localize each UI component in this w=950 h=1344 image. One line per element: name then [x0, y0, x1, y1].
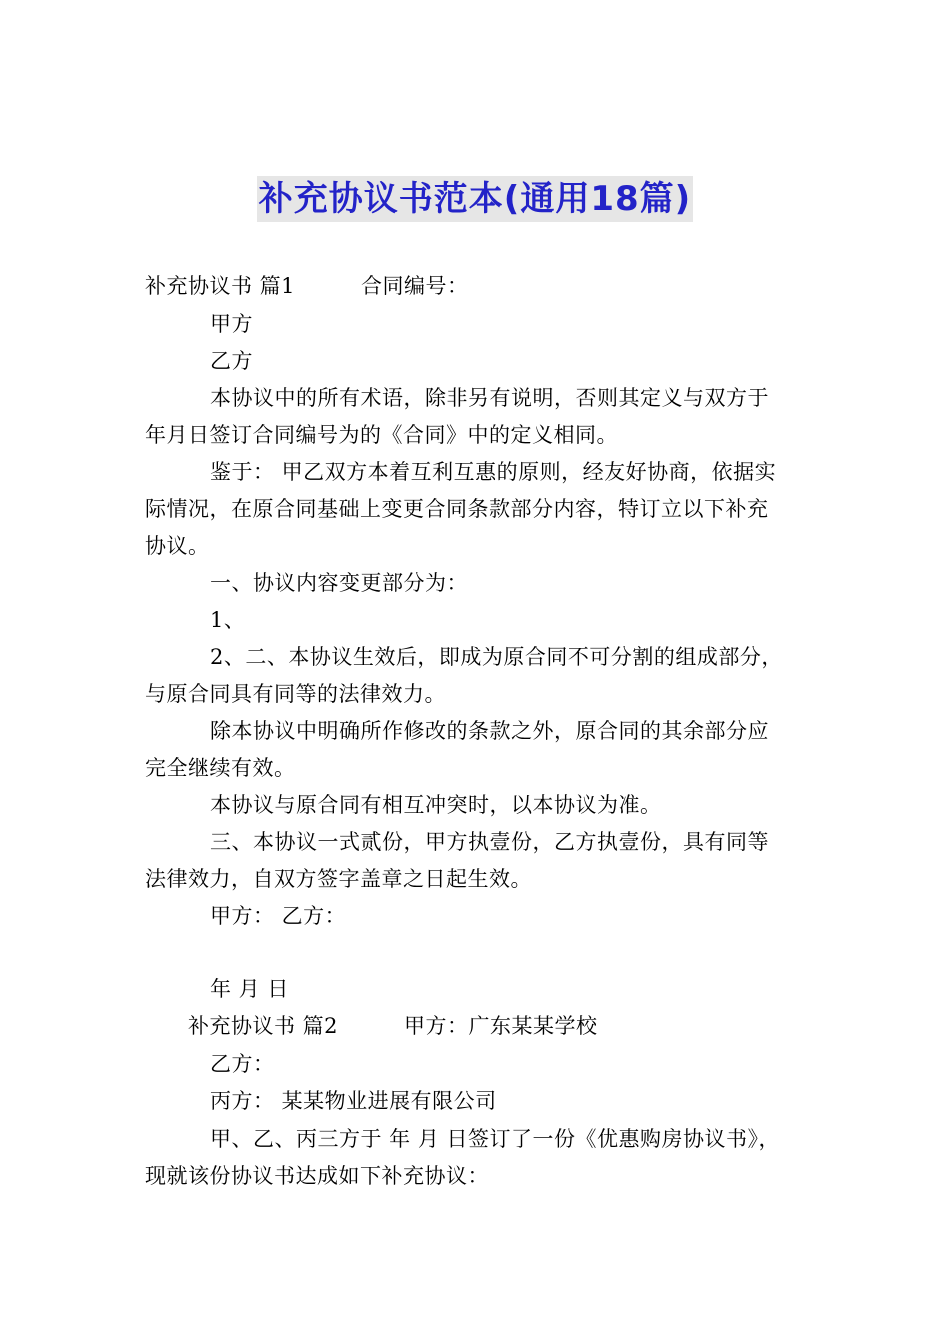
section-heading-2	[188, 1012, 598, 1040]
paragraph-line: 协议。	[145, 534, 210, 558]
document-title-wrap	[0, 176, 950, 222]
paragraph-line: 乙方	[210, 349, 253, 373]
paragraph-line: 法律效力，自双方签字盖章之日起生效。	[145, 867, 532, 891]
paragraph-line: 一、协议内容变更部分为：	[210, 571, 468, 595]
paragraph-line: 除本协议中明确所作修改的条款之外，原合同的其余部分应	[210, 719, 769, 743]
signature-parties-line: 甲方： 乙方：	[210, 904, 347, 928]
paragraph-line: 甲方	[210, 312, 253, 336]
date-line: 年 月 日	[210, 977, 289, 1001]
paragraph-line: 丙方： 某某物业进展有限公司	[210, 1089, 497, 1113]
party-a-label: 甲方：广东某某学校	[404, 1014, 598, 1038]
paragraph-line: 完全继续有效。	[145, 756, 296, 780]
paragraph-line: 甲、乙、丙三方于 年 月 日签订了一份《优惠购房协议书》，	[210, 1127, 781, 1151]
paragraph-line: 年月日签订合同编号为的《合同》中的定义相同。	[145, 423, 618, 447]
paragraph-line: 与原合同具有同等的法律效力。	[145, 682, 446, 706]
paragraph-line: 现就该份协议书达成如下补充协议：	[145, 1164, 489, 1188]
paragraph-line: 三、本协议一式贰份，甲方执壹份，乙方执壹份，具有同等	[210, 830, 769, 854]
paragraph-line: 鉴于： 甲乙双方本着互利互惠的原则，经友好协商，依据实	[210, 460, 777, 484]
paragraph-line: 本协议与原合同有相互冲突时，以本协议为准。	[210, 793, 662, 817]
document-title: 补充协议书范本(通用18篇)	[257, 176, 693, 222]
paragraph-line: 际情况，在原合同基础上变更合同条款部分内容，特订立以下补充	[145, 497, 769, 521]
section-label: 补充协议书 篇1	[145, 274, 296, 298]
paragraph-line: 本协议中的所有术语，除非另有说明，否则其定义与双方于	[210, 386, 769, 410]
paragraph-line: 2、二、本协议生效后，即成为原合同不可分割的组成部分，	[210, 645, 783, 669]
contract-number-label: 合同编号：	[361, 274, 469, 298]
paragraph-line: 乙方：	[210, 1052, 275, 1076]
section-heading-1	[145, 272, 469, 300]
paragraph-line: 1、	[210, 608, 246, 632]
section-label: 补充协议书 篇2	[188, 1014, 339, 1038]
